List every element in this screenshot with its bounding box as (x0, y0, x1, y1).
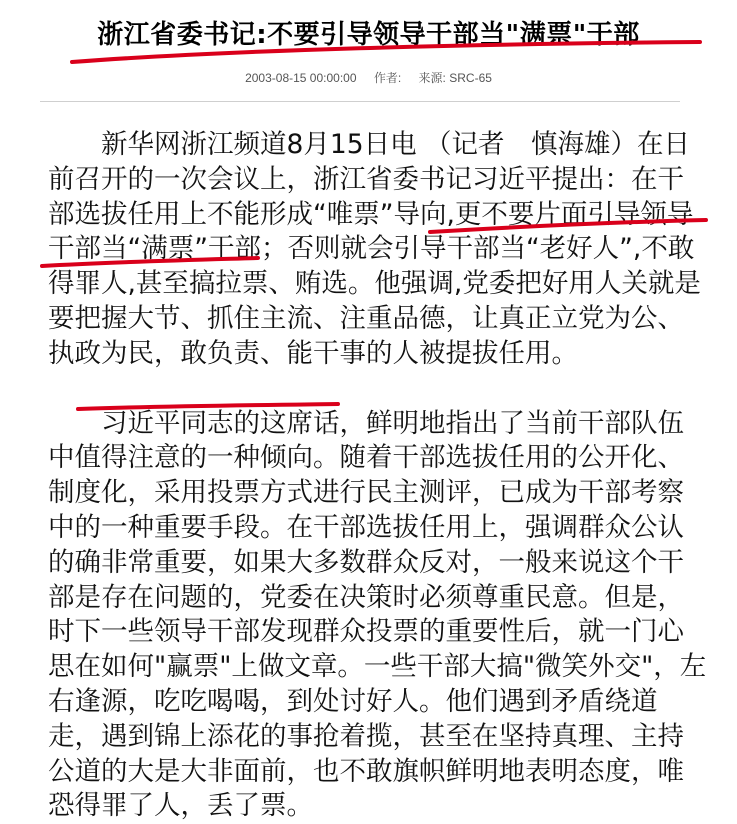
text-line: 新华网浙江频道8月15日电 （记者 慎海雄）在日 (101, 129, 691, 160)
text-line: 右逢源，吃吃喝喝，到处讨好人。他们遇到矛盾绕道 (48, 685, 658, 717)
text-line: 公道的大是大非面前，也不敢旗帜鲜明地表明态度，唯 (48, 755, 684, 787)
header-divider (40, 101, 680, 102)
paragraph-1 (48, 128, 701, 372)
text-line: 习近平同志的这席话，鲜明地指出了当前干部队伍 (101, 407, 684, 439)
article-body (48, 128, 707, 824)
text-line: 恐得罪了人，丢了票。 (48, 790, 313, 822)
text-line: 部是存在问题的，党委在决策时必须尊重民意。但是， (48, 581, 684, 613)
article-title: 浙江省委书记:不要引导领导干部当"满票"干部 (97, 20, 640, 50)
publish-date: 2003-08-15 00:00:00 (245, 71, 357, 85)
source-label-text: 来源: (418, 71, 446, 85)
text-line: 时下一些领导干部发现群众投票的重要性后，就一门心 (48, 616, 684, 648)
text-line: 要把握大节、抓住主流、注重品德，让真正立党为公、 (48, 302, 684, 334)
text-line: 走，遇到锦上添花的事抢着揽，甚至在坚持真理、主持 (48, 720, 684, 752)
text-line: 执政为民，敢负责、能干事的人被提拔任用。 (48, 337, 578, 369)
paragraph-2 (48, 407, 707, 824)
source-label (419, 71, 492, 85)
text-line: 的确非常重要，如果大多数群众反对，一般来说这个干 (48, 546, 684, 578)
text-line: 思在如何"赢票"上做文章。一些干部大搞"微笑外交"，左 (48, 651, 707, 683)
text-line: 中值得注意的一种倾向。随着干部选拔任用的公开化、 (48, 442, 684, 474)
article-meta (0, 69, 737, 86)
text-line: 中的一种重要手段。在干部选拔任用上，强调群众公认 (48, 511, 684, 543)
source-value: SRC-65 (449, 71, 492, 85)
text-line: 部选拔任用上不能形成“唯票”导向,更不要片面引导领导 (48, 198, 694, 230)
author-label: 作者: (373, 71, 402, 85)
text-line: 得罪人,甚至搞拉票、贿选。他强调,党委把好用人关就是 (48, 268, 701, 300)
text-line: 前召开的一次会议上，浙江省委书记习近平提出：在干 (48, 163, 684, 195)
text-line: 干部当“满票”干部；否则就会引导干部当“老好人”,不敢 (48, 233, 695, 265)
text-line: 制度化，采用投票方式进行民主测评，已成为干部考察 (48, 477, 684, 509)
